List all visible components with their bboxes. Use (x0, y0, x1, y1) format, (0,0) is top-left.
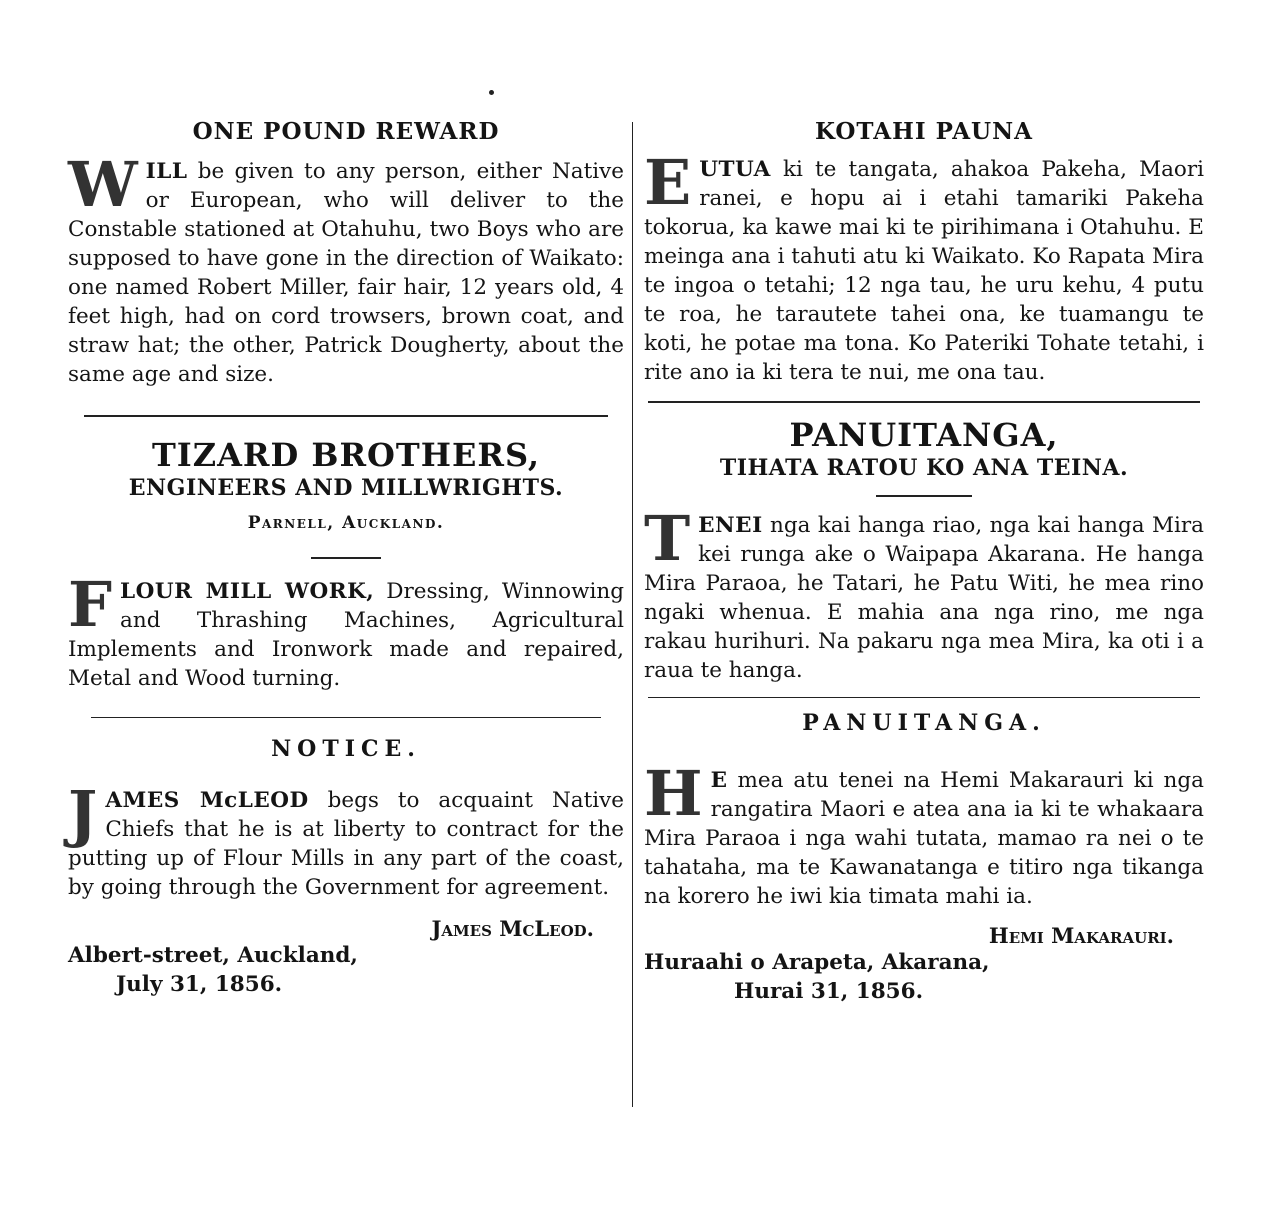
panuitanga2-text: mea atu tenei na Hemi Makarauri ki nga rangatira Maori e atea ana ia ki te whakaara Mira Paraoa i nga wahi tutata, mamao ra nei o te tahataha, ma te Kawanatanga e titiro nga tikanga na korero he iwi kia timata mahi ia. (644, 768, 1204, 909)
panuitanga1-subtitle: TIHATA RATOU KO ANA TEINA. (719, 454, 1129, 481)
reward-notice (68, 118, 624, 389)
tizard-lead: LOUR MILL WORK, (120, 578, 375, 604)
notice-date: July 31, 1856. (116, 972, 283, 997)
right-column (644, 118, 1204, 1006)
divider (648, 697, 1200, 699)
panuitanga2-title: PANUITANGA. (802, 710, 1046, 736)
notice-advert (68, 736, 624, 999)
reward-body (68, 148, 624, 389)
tizard-advert (68, 437, 624, 693)
tizard-title: TIZARD BROTHERS, (151, 435, 541, 474)
divider (648, 401, 1200, 403)
panuitanga2-date: Hurai 31, 1856. (734, 979, 924, 1004)
column-divider (632, 122, 633, 1107)
kotahi-lead: UTUA (699, 157, 771, 182)
divider-short (876, 495, 972, 497)
notice-place: Albert-street, Auckland, (68, 943, 358, 968)
notice-text: begs to acquaint Native Chiefs that he is at liberty to contract for the putting up of Flour Mills in any part of the coast, by going through the Government for agreement. (68, 788, 624, 900)
divider (84, 415, 608, 417)
kotahi-notice (644, 118, 1204, 387)
panuitanga1-title: PANUITANGA, (789, 415, 1059, 454)
tizard-body (68, 567, 624, 693)
tizard-location: Parnell, Auckland. (247, 512, 445, 533)
notice-drop-cap: J (68, 777, 98, 850)
panuitanga2-body (644, 757, 1204, 911)
kotahi-drop-cap: E (644, 146, 692, 219)
panuitanga2-lead: E (710, 768, 728, 793)
notice-lead: AMES McLEOD (105, 788, 309, 813)
panuitanga-tizard (644, 417, 1204, 685)
tizard-drop-cap: F (68, 567, 113, 641)
divider-short (311, 557, 381, 559)
panuitanga2-place: Huraahi o Arapeta, Akarana, (644, 950, 990, 975)
panuitanga1-lead: ENEI (698, 512, 763, 538)
notice-body (68, 777, 624, 902)
ink-dot (489, 90, 494, 95)
panuitanga1-body (644, 501, 1204, 685)
panuitanga1-drop-cap: T (644, 501, 691, 575)
notice-title: NOTICE. (271, 736, 421, 762)
tizard-subtitle: ENGINEERS AND MILLWRIGHTS. (128, 474, 564, 501)
kotahi-text: ki te tangata, ahakoa Pakeha, Maori ranei, e hopu ai i etahi tamariki Pakeha tokorua, ka kawe mai ki te pirihimana i Otahuhu. E meinga ana i tahuti atu ki Waikato. Ko Rapata Mira te ingoa o tetahi; 12 nga tau, he uru kehu, 4 putu te roa, he tarautete tahei ona, ke tuamangu te koti, he potae ma tona. Ko Pateriki Tohate tetahi, i rite ano ia ki tera te nui, me ona tau. (644, 157, 1204, 385)
panuitanga2-drop-cap: H (644, 757, 703, 830)
panuitanga2-signature: Hemi Makarauri. (988, 923, 1174, 948)
left-column (68, 118, 624, 999)
panuitanga-mcleod (644, 710, 1204, 1006)
kotahi-title: KOTAHI PAUNA (814, 118, 1033, 145)
reward-text: be given to any person, either Native or European, who will deliver to the Constable stationed at Otahuhu, two Boys who are supposed to have gone in the direction of Waikato: one named Robert Miller, fair hair, 12 years old, 4 feet high, had on cord trowsers, brown coat, and straw hat; the other, Patrick Dougherty, about the same age and size. (68, 159, 624, 387)
reward-drop-cap: W (68, 148, 138, 221)
reward-lead: ILL (145, 159, 188, 184)
reward-title: ONE POUND REWARD (192, 118, 500, 145)
tizard-text: Dressing, Winnowing and Thrashing Machines, Agricultural Implements and Ironwork made and repaired, Metal and Wood turning. (68, 578, 624, 691)
panuitanga1-text: nga kai hanga riao, nga kai hanga Mira kei runga ake o Waipapa Akarana. He hanga Mira Paraoa, he Tatari, he Patu Witi, he mea rino ngaki whenua. E mahia ana nga rino, me nga rakau hurihuri. Na pakaru nga mea Mira, ka oti i a raua te hanga. (644, 512, 1204, 683)
divider (91, 717, 601, 719)
kotahi-body (644, 146, 1204, 387)
notice-signature: James McLeod. (431, 916, 594, 941)
